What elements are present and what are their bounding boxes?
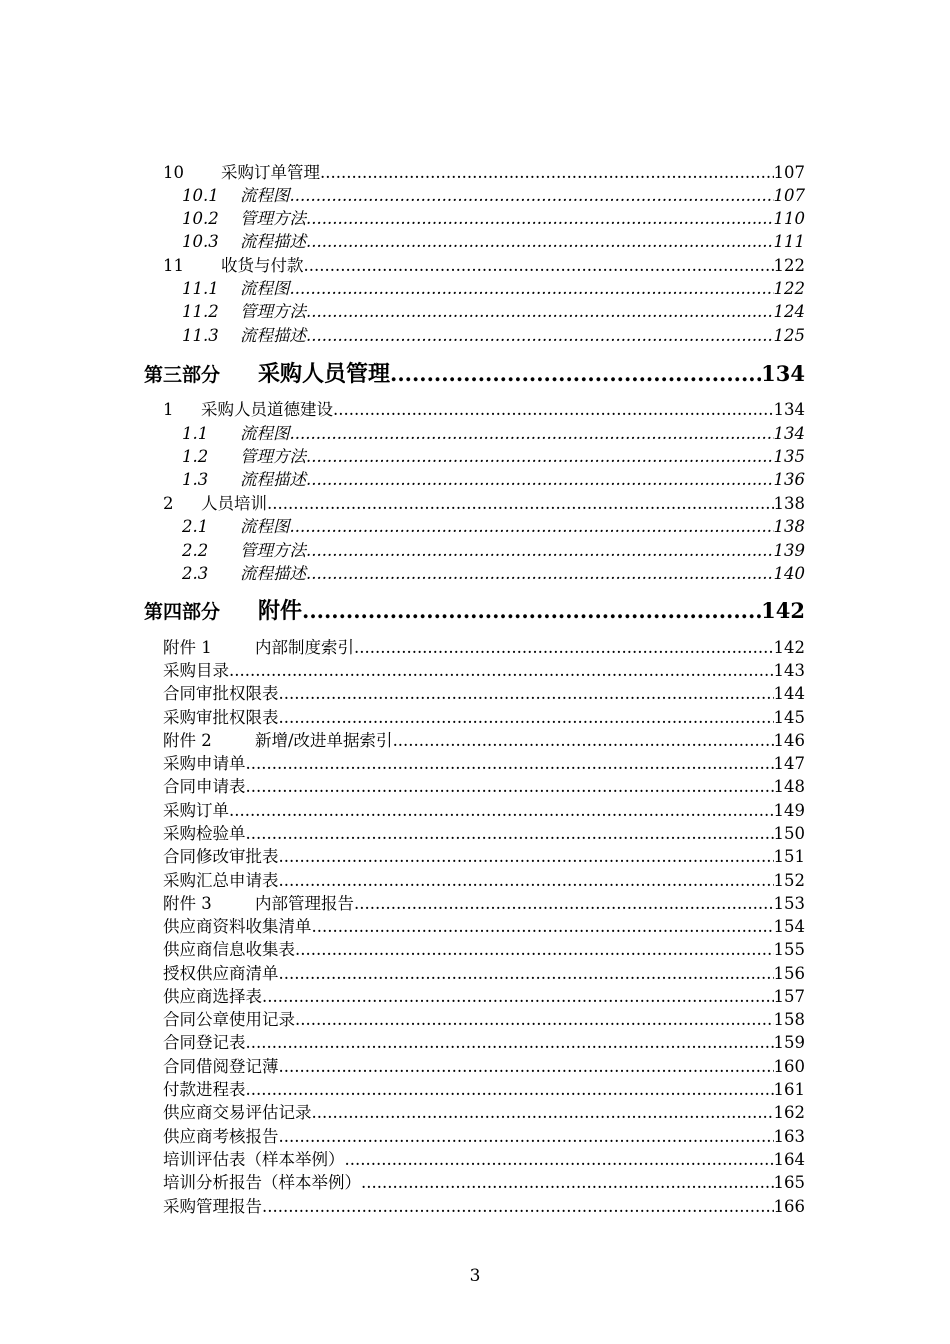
toc-entry-title: 采购管理报告 (163, 1197, 262, 1216)
toc-entry-page: 152 (773, 871, 805, 890)
toc-entry-page: 158 (773, 1010, 805, 1029)
dot-leader (306, 469, 774, 491)
toc-entry-number: 11.1 (182, 279, 219, 298)
dot-leader (279, 707, 774, 729)
toc-entry-10-2[interactable] (182, 208, 805, 230)
toc-entry-2-2[interactable] (182, 540, 805, 562)
toc-entry-title: 合同修改审批表 (163, 847, 279, 866)
toc-entry-title: 采购汇总申请表 (163, 871, 279, 890)
toc-entry-page: 150 (773, 824, 805, 843)
toc-entry[interactable] (163, 660, 805, 682)
toc-entry-page: 107 (773, 186, 805, 205)
dot-leader (246, 1079, 774, 1101)
dot-leader (306, 563, 774, 585)
toc-entry[interactable] (163, 823, 805, 845)
toc-part-4[interactable] (144, 596, 805, 626)
toc-entry-number: 2.1 (182, 517, 209, 536)
toc-entry-title: 付款进程表 (163, 1080, 246, 1099)
toc-entry-title: 培训分析报告（样本举例） (163, 1173, 361, 1192)
toc-entry-title: 流程图 (240, 424, 290, 443)
toc-entry-page: 153 (773, 894, 805, 913)
toc-entry-page: 159 (773, 1033, 805, 1052)
toc-entry-title: 内部管理报告 (255, 894, 354, 913)
dot-leader (304, 255, 774, 277)
dot-leader (295, 939, 774, 961)
toc-entry-number: 附件 1 (163, 638, 212, 657)
toc-entry-number: 10.1 (182, 186, 219, 205)
toc-entry[interactable] (163, 776, 805, 798)
dot-leader (279, 846, 774, 868)
toc-entry-title: 合同借阅登记薄 (163, 1057, 279, 1076)
toc-entry-title: 采购审批权限表 (163, 708, 279, 727)
toc-entry[interactable] (163, 1032, 805, 1054)
toc-entry-number: 1.1 (182, 424, 209, 443)
toc-entry-title: 管理方法 (240, 302, 306, 321)
toc-entry-number: 1.2 (182, 447, 209, 466)
toc-entry-11-3[interactable] (182, 325, 805, 347)
dot-leader (279, 1056, 774, 1078)
toc-entry-2-3[interactable] (182, 563, 805, 585)
toc-entry-title: 合同申请表 (163, 777, 246, 796)
toc-entry-page: 155 (773, 940, 805, 959)
toc-entry-page: 140 (773, 564, 805, 583)
toc-entry-page: 122 (773, 256, 805, 275)
toc-entry-10-1[interactable] (182, 185, 805, 207)
toc-appendix-1[interactable] (163, 637, 805, 659)
toc-entry-1[interactable] (163, 399, 805, 421)
toc-entry-page: 145 (773, 708, 805, 727)
toc-entry-page: 149 (773, 801, 805, 820)
toc-part-title: 附件 (258, 598, 303, 624)
dot-leader (312, 916, 774, 938)
toc-entry-title: 流程描述 (240, 470, 306, 489)
toc-entry-11-1[interactable] (182, 278, 805, 300)
toc-entry-page: 134 (773, 424, 805, 443)
toc-entry-number: 附件 2 (163, 731, 212, 750)
toc-entry-page: 166 (773, 1197, 805, 1216)
toc-part-3[interactable] (144, 359, 805, 389)
toc-appendix-2[interactable] (163, 730, 805, 752)
toc-entry-page: 134 (761, 361, 805, 386)
dot-leader (279, 1126, 774, 1148)
dot-leader (229, 660, 774, 682)
toc-entry[interactable] (163, 1009, 805, 1031)
toc-entry-title: 管理方法 (240, 447, 306, 466)
toc-entry[interactable] (163, 870, 805, 892)
toc-entry-number: 11.3 (182, 326, 219, 345)
toc-entry-number: 1 (163, 400, 174, 419)
toc-entry-page: 138 (773, 494, 805, 513)
dot-leader (306, 301, 774, 323)
toc-entry-1-3[interactable] (182, 469, 805, 491)
dot-leader (320, 162, 774, 184)
dot-leader (246, 753, 774, 775)
toc-entry[interactable] (163, 800, 805, 822)
toc-entry-title: 流程图 (240, 186, 290, 205)
toc-entry-number: 2 (163, 494, 174, 513)
dot-leader (361, 1172, 774, 1194)
toc-entry-number: 11.2 (182, 302, 219, 321)
dot-leader (262, 1196, 774, 1218)
dot-leader (229, 800, 774, 822)
dot-leader (290, 516, 774, 538)
toc-entry-title: 流程描述 (240, 326, 306, 345)
toc-entry-page: 151 (773, 847, 805, 866)
toc-entry-1-2[interactable] (182, 446, 805, 468)
toc-entry-page: 164 (773, 1150, 805, 1169)
toc-entry-title: 合同公章使用记录 (163, 1010, 295, 1029)
dot-leader (279, 870, 774, 892)
toc-entry-page: 165 (773, 1173, 805, 1192)
dot-leader (345, 1149, 774, 1171)
toc-entry[interactable] (163, 707, 805, 729)
toc-entry-page: 156 (773, 964, 805, 983)
toc-entry-title: 合同登记表 (163, 1033, 246, 1052)
toc-entry-title: 采购检验单 (163, 824, 246, 843)
toc-entry[interactable] (163, 963, 805, 985)
toc-entry-title: 供应商考核报告 (163, 1127, 279, 1146)
dot-leader (246, 823, 774, 845)
toc-part-number: 第四部分 (144, 601, 221, 623)
toc-entry-title: 流程图 (240, 279, 290, 298)
toc-entry-page: 154 (773, 917, 805, 936)
toc-entry-title: 内部制度索引 (255, 638, 354, 657)
dot-leader (290, 423, 774, 445)
toc-entry-title: 收货与付款 (221, 256, 304, 275)
dot-leader (306, 208, 774, 230)
dot-leader (393, 730, 774, 752)
dot-leader (246, 1032, 774, 1054)
toc-entry-page: 161 (773, 1080, 805, 1099)
dot-leader (302, 596, 761, 626)
toc-entry-page: 139 (773, 541, 805, 560)
toc-entry-page: 124 (773, 302, 805, 321)
toc-appendix-3[interactable] (163, 893, 805, 915)
toc-entry[interactable] (163, 1196, 805, 1218)
dot-leader (290, 185, 774, 207)
dot-leader (246, 776, 774, 798)
toc-entry-page: 110 (773, 209, 805, 228)
toc-entry-title: 供应商信息收集表 (163, 940, 295, 959)
toc-entry-page: 163 (773, 1127, 805, 1146)
toc-entry-title: 供应商交易评估记录 (163, 1103, 312, 1122)
toc-entry-10[interactable] (163, 162, 805, 184)
toc-entry-page: 122 (773, 279, 805, 298)
toc-entry-page: 135 (773, 447, 805, 466)
toc-entry-11-2[interactable] (182, 301, 805, 323)
toc-entry-title: 管理方法 (240, 209, 306, 228)
toc-entry-title: 采购人员道德建设 (201, 400, 333, 419)
dot-leader (306, 446, 774, 468)
toc-entry-page: 162 (773, 1103, 805, 1122)
toc-entry-number: 2.2 (182, 541, 209, 560)
toc-entry-title: 流程图 (240, 517, 290, 536)
toc-entry-2[interactable] (163, 493, 805, 515)
toc-entry-page: 134 (773, 400, 805, 419)
dot-leader (354, 637, 774, 659)
toc-entry-title: 流程描述 (240, 564, 306, 583)
toc-entry-page: 147 (773, 754, 805, 773)
toc-part-title: 采购人员管理 (258, 361, 391, 387)
toc-entry[interactable] (163, 939, 805, 961)
toc-entry[interactable] (163, 846, 805, 868)
toc-entry-page: 138 (773, 517, 805, 536)
toc-entry-number: 11 (163, 256, 184, 275)
dot-leader (262, 986, 774, 1008)
toc-entry-title: 供应商选择表 (163, 987, 262, 1006)
dot-leader (390, 359, 761, 389)
toc-entry-page: 125 (773, 326, 805, 345)
toc-entry-number: 10.2 (182, 209, 219, 228)
toc-entry-title: 采购订单 (163, 801, 229, 820)
toc-entry-1-1[interactable] (182, 423, 805, 445)
toc-entry-page: 146 (773, 731, 805, 750)
dot-leader (290, 278, 774, 300)
toc-part-number: 第三部分 (144, 364, 221, 386)
toc-entry-number: 10 (163, 163, 184, 182)
toc-entry-page: 160 (773, 1057, 805, 1076)
toc-entry[interactable] (163, 1172, 805, 1194)
toc-entry-number: 2.3 (182, 564, 209, 583)
toc-entry-10-3[interactable] (182, 231, 805, 253)
toc-entry-title: 采购订单管理 (221, 163, 320, 182)
toc-entry-page: 143 (773, 661, 805, 680)
toc-entry-title: 授权供应商清单 (163, 964, 279, 983)
toc-entry[interactable] (163, 753, 805, 775)
dot-leader (279, 683, 774, 705)
toc-entry[interactable] (163, 1126, 805, 1148)
toc-entry-title: 采购目录 (163, 661, 229, 680)
toc-entry-number: 1.3 (182, 470, 209, 489)
dot-leader (333, 399, 774, 421)
toc-entry-page: 157 (773, 987, 805, 1006)
toc-entry-11[interactable] (163, 255, 805, 277)
toc-entry-page: 142 (773, 638, 805, 657)
toc-entry[interactable] (163, 1102, 805, 1124)
toc-entry-title: 流程描述 (240, 232, 306, 251)
toc-entry-number: 10.3 (182, 232, 219, 251)
toc-entry-title: 采购申请单 (163, 754, 246, 773)
toc-entry-number: 附件 3 (163, 894, 212, 913)
toc-entry-title: 培训评估表（样本举例） (163, 1150, 345, 1169)
toc-entry-title: 供应商资料收集清单 (163, 917, 312, 936)
toc-entry[interactable] (163, 683, 805, 705)
dot-leader (306, 540, 774, 562)
dot-leader (312, 1102, 774, 1124)
toc-entry-title: 管理方法 (240, 541, 306, 560)
toc-entry-title: 新增/改进单据索引 (255, 731, 393, 750)
toc-entry[interactable] (163, 1079, 805, 1101)
dot-leader (267, 493, 774, 515)
page-number: 3 (469, 1266, 481, 1286)
toc-entry-title: 人员培训 (201, 494, 267, 513)
toc-entry-page: 148 (773, 777, 805, 796)
dot-leader (306, 325, 774, 347)
toc-entry[interactable] (163, 1056, 805, 1078)
dot-leader (295, 1009, 774, 1031)
dot-leader (306, 231, 774, 253)
toc-entry-2-1[interactable] (182, 516, 805, 538)
toc-entry[interactable] (163, 916, 805, 938)
toc-entry-page: 136 (773, 470, 805, 489)
toc-entry-page: 142 (761, 598, 805, 623)
toc-entry-page: 107 (773, 163, 805, 182)
dot-leader (354, 893, 774, 915)
toc-entry-page: 144 (773, 684, 805, 703)
toc-entry[interactable] (163, 986, 805, 1008)
toc-entry[interactable] (163, 1149, 805, 1171)
toc-entry-title: 合同审批权限表 (163, 684, 279, 703)
toc-entry-page: 111 (773, 232, 805, 251)
dot-leader (279, 963, 774, 985)
